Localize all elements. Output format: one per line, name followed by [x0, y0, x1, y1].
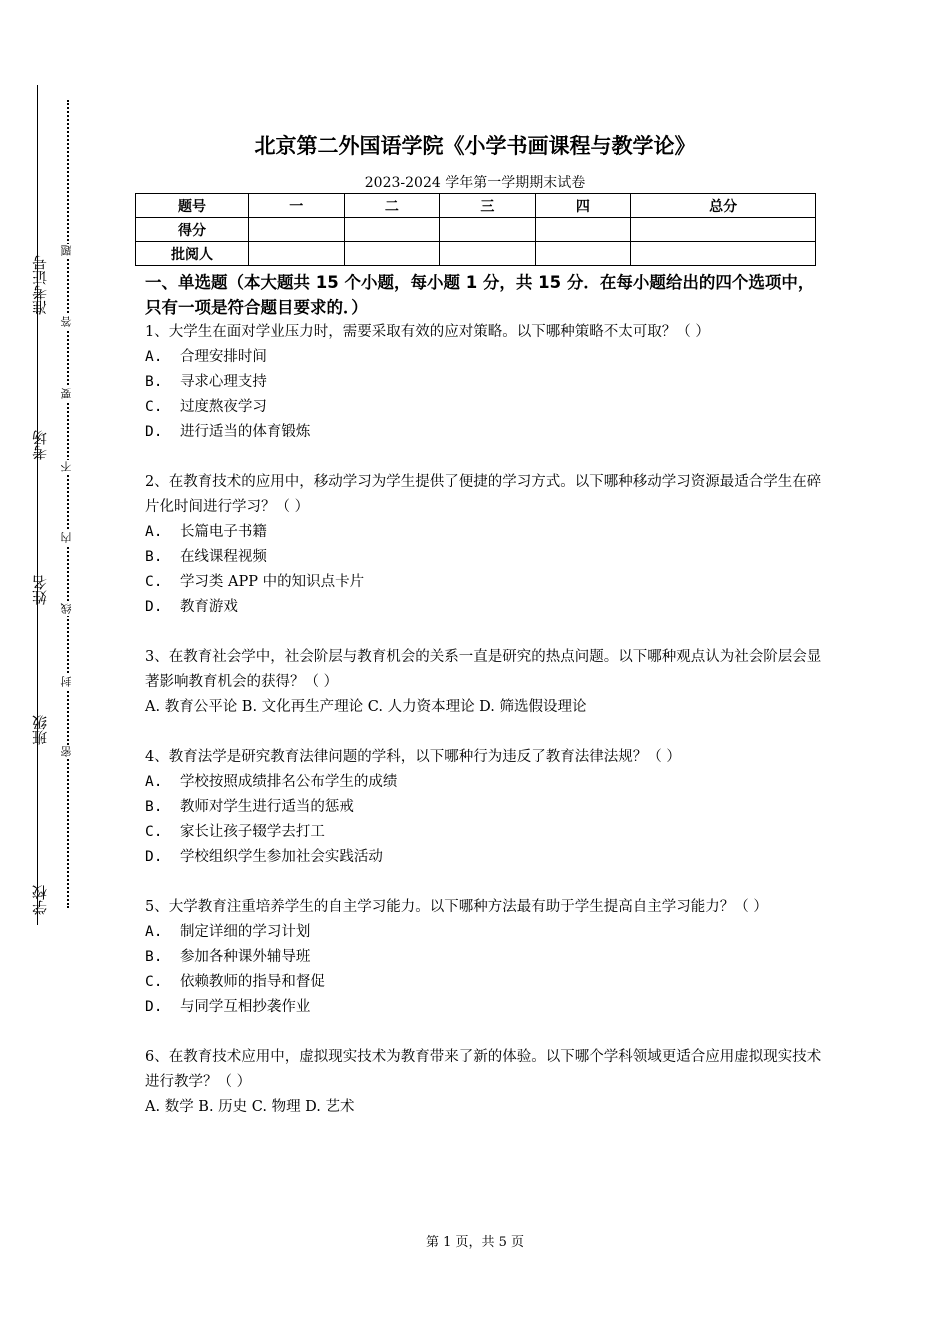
seal-char: 要 [60, 387, 76, 401]
binding-solid-line [37, 85, 38, 925]
question-block [145, 1045, 825, 1120]
option-letter: B. [145, 799, 163, 815]
exam-title: 北京第二外国语学院《小学书画课程与教学论》 [254, 134, 696, 158]
score-table-cell: 三 [440, 194, 536, 218]
option-letter: A. [145, 774, 163, 790]
option-text: 寻求心理支持 [179, 374, 267, 390]
option-text: 进行适当的体育锻炼 [179, 424, 311, 440]
question-block [145, 895, 825, 1020]
seal-char: 线 [60, 602, 76, 616]
answer-option [145, 820, 825, 845]
option-text: 在线课程视频 [179, 549, 267, 565]
seal-char: 封 [60, 675, 76, 689]
exam-room-label: 考场 [31, 430, 49, 460]
answer-option [145, 970, 825, 995]
school-label: 学校 [31, 885, 49, 915]
option-letter: C. [145, 574, 163, 590]
score-table-cell: 四 [535, 194, 631, 218]
option-letter: C. [145, 399, 163, 415]
question-stem: 1、大学生在面对学业压力时，需要采取有效的应对策略。以下哪种策略不太可取？（ ） [145, 324, 710, 340]
inline-options: A. 教育公平论 B. 文化再生产理论 C. 人力资本理论 D. 筛选假设理论 [145, 699, 587, 715]
option-text: 教师对学生进行适当的惩戒 [179, 799, 354, 815]
option-letter: D. [145, 999, 163, 1015]
answer-option [145, 945, 825, 970]
option-letter: B. [145, 549, 163, 565]
score-table-cell [344, 218, 440, 242]
option-text: 与同学互相抄袭作业 [179, 999, 311, 1015]
score-table-cell [249, 242, 345, 266]
option-letter: B. [145, 374, 163, 390]
option-letter: D. [145, 599, 163, 615]
option-letter: B. [145, 949, 163, 965]
score-table-row [136, 242, 816, 266]
answer-option [145, 570, 825, 595]
score-table-header-cell: 批阅人 [136, 242, 249, 266]
score-table-cell [440, 218, 536, 242]
answer-option [145, 920, 825, 945]
section-heading: 一、单选题（本大题共 15 个小题，每小题 1 分，共 15 分．在每小题给出的四个选项中，只有一项是符合题目要求的．） [145, 273, 815, 317]
score-table-header-cell: 得分 [136, 218, 249, 242]
option-text: 制定详细的学习计划 [179, 924, 311, 940]
option-letter: A. [145, 924, 163, 940]
option-letter: D. [145, 424, 163, 440]
seal-char: 题 [60, 244, 76, 258]
answer-option [145, 345, 825, 370]
answer-option [145, 595, 825, 620]
seal-char: 密 [60, 745, 76, 759]
question-stem: 4、教育法学是研究教育法律问题的学科，以下哪种行为违反了教育法律法规？（ ） [145, 749, 681, 765]
option-text: 合理安排时间 [179, 349, 267, 365]
answer-option [145, 545, 825, 570]
answer-option [145, 995, 825, 1020]
option-text: 依赖教师的指导和督促 [179, 974, 325, 990]
score-table-cell [631, 242, 816, 266]
answer-option [145, 795, 825, 820]
question-block [145, 745, 825, 870]
score-table-cell: 总分 [631, 194, 816, 218]
class-label: 班级 [31, 715, 49, 745]
question-block [145, 320, 825, 445]
option-text: 教育游戏 [179, 599, 238, 615]
seal-char: 不 [60, 460, 76, 474]
score-table-row [136, 194, 816, 218]
score-table-cell: 二 [344, 194, 440, 218]
answer-option [145, 370, 825, 395]
question-stem: 6、在教育技术应用中，虚拟现实技术为教育带来了新的体验。以下哪个学科领域更适合应用虚拟现实技术进行教学？（ ） [145, 1049, 822, 1090]
option-letter: A. [145, 524, 163, 540]
page-number: 第 1 页，共 5 页 [425, 1235, 525, 1250]
score-table-cell [631, 218, 816, 242]
score-table-row [136, 218, 816, 242]
option-letter: C. [145, 824, 163, 840]
exam-id-label: 准考证号 [31, 255, 49, 315]
question-block [145, 645, 825, 720]
option-letter: D. [145, 849, 163, 865]
exam-subtitle: 2023-2024 学年第一学期期末试卷 [364, 175, 586, 191]
option-text: 家长让孩子辍学去打工 [179, 824, 325, 840]
option-text: 学校组织学生参加社会实践活动 [179, 849, 383, 865]
score-table-header-cell: 题号 [136, 194, 249, 218]
score-table-cell [249, 218, 345, 242]
seal-char: 内 [60, 531, 76, 545]
answer-option [145, 845, 825, 870]
question-stem: 5、大学教育注重培养学生的自主学习能力。以下哪种方法最有助于学生提高自主学习能力？（ ） [145, 899, 768, 915]
answer-option [145, 520, 825, 545]
answer-option [145, 420, 825, 445]
answer-option [145, 770, 825, 795]
option-text: 过度熬夜学习 [179, 399, 267, 415]
score-table-cell [535, 218, 631, 242]
seal-dotted-line [67, 100, 69, 908]
option-text: 参加各种课外辅导班 [179, 949, 311, 965]
option-text: 学习类 APP 中的知识点卡片 [179, 574, 365, 590]
score-table-cell [535, 242, 631, 266]
option-letter: C. [145, 974, 163, 990]
score-table-cell: 一 [249, 194, 345, 218]
score-table [135, 193, 816, 266]
score-table-cell [440, 242, 536, 266]
seal-char: 答 [60, 315, 76, 329]
score-table-cell [344, 242, 440, 266]
question-stem: 3、在教育社会学中，社会阶层与教育机会的关系一直是研究的热点问题。以下哪种观点认为社会阶层会显著影响教育机会的获得？（ ） [145, 649, 822, 690]
option-letter: A. [145, 349, 163, 365]
question-stem: 2、在教育技术的应用中，移动学习为学生提供了便捷的学习方式。以下哪种移动学习资源最适合学生在碎片化时间进行学习？（ ） [145, 474, 822, 515]
answer-option [145, 395, 825, 420]
question-list [145, 320, 825, 1145]
name-label: 姓名 [31, 575, 49, 605]
option-text: 学校按照成绩排名公布学生的成绩 [179, 774, 398, 790]
inline-options: A. 数学 B. 历史 C. 物理 D. 艺术 [145, 1099, 355, 1115]
question-block [145, 470, 825, 620]
option-text: 长篇电子书籍 [179, 524, 267, 540]
